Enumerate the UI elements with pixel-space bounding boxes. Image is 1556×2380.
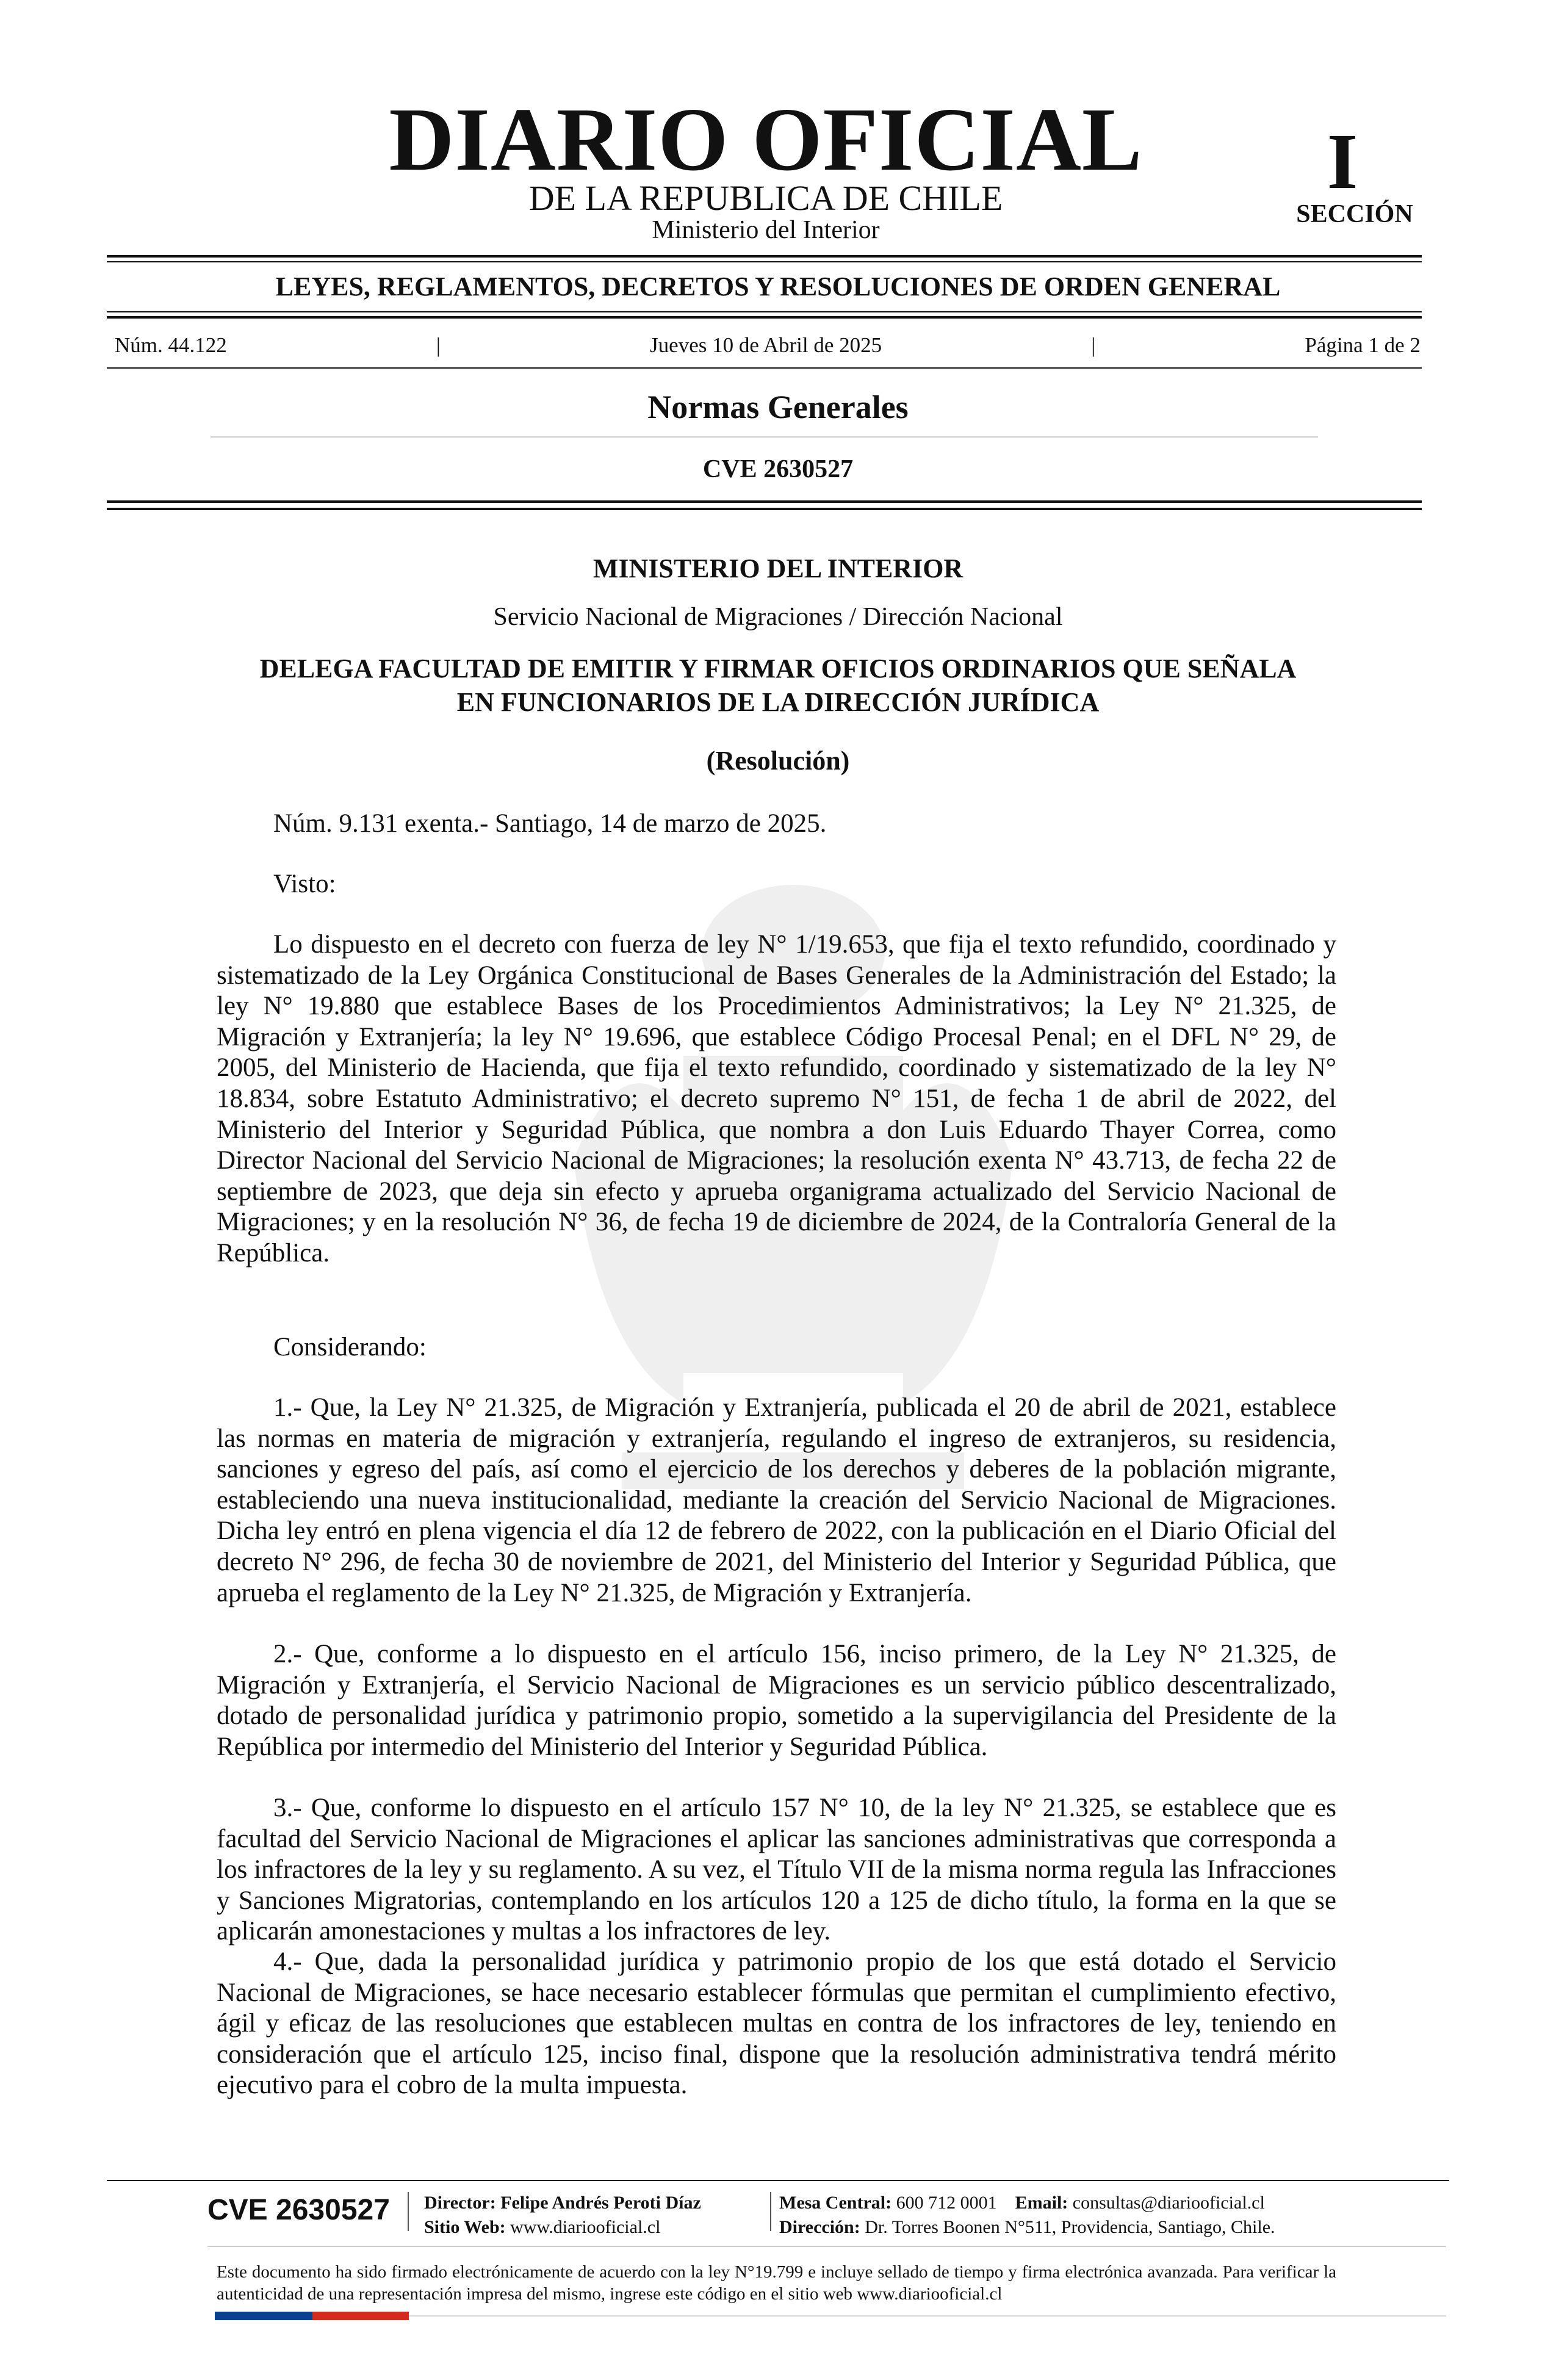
document-ministry: MINISTERIO DEL INTERIOR: [593, 554, 963, 583]
issue-rule: [107, 367, 1422, 369]
document-title-line-1: DELEGA FACULTAD DE EMITIR Y FIRMAR OFICIOS ORDINARIOS QUE SEÑALA: [259, 654, 1297, 683]
footer-cve: CVE 2630527: [207, 2194, 390, 2226]
considerando-3: 3.- Que, conforme lo dispuesto en el artículo 157 N° 10, de la ley N° 21.325, se establece que es facultad del Servicio Nacional de Migraciones el aplicar las sanciones administrativas que corresponda a los infractores de la ley y su reglamento. A su vez, el Título VII de la misma norma regula las Infracciones y Sanciones Migratorias, contemplando en los artículos 120 a 125 de dicho título, la forma en la que se aplicarán amonestaciones y multas a los infractores de ley.: [217, 1794, 1336, 1946]
document-title-line-2: EN FUNCIONARIOS DE LA DIRECCIÓN JURÍDICA: [456, 687, 1100, 717]
masthead-rule-top-thin: [107, 261, 1422, 262]
footer-phone-label: Mesa Central:: [779, 2193, 892, 2213]
footer-rule: [107, 2180, 1449, 2181]
section-label: SECCIÓN: [1296, 200, 1413, 228]
category-heading: LEYES, REGLAMENTOS, DECRETOS Y RESOLUCIONES DE ORDEN GENERAL: [275, 272, 1281, 301]
footer-flag-line: [409, 2315, 1446, 2317]
footer-site-label: Sitio Web:: [424, 2217, 506, 2237]
footer-phone-value: 600 712 0001: [896, 2193, 997, 2213]
document-type: (Resolución): [706, 746, 850, 776]
considerando-1: 1.- Que, la Ley N° 21.325, de Migración y Extranjería, publicada el 20 de abril de 2021, establece las normas en materia de migración y extranjería, regulando el ingreso de extranjeros, su residencia, sanciones y egreso del país, así como el ejercicio de los derechos y deberes de la población migrante, estableciendo una nueva institucionalidad, mediante la creación del Servicio Nacional de Migraciones. Dicha ley entró en plena vigencia el día 12 de febrero de 2022, con la publicación en el Diario Oficial del decreto N° 296, de fecha 30 de noviembre de 2021, del Ministerio del Interior y Seguridad Pública, que aprueba el reglamento de la Ley N° 21.325, de Migración y Extranjería.: [217, 1393, 1336, 1607]
category-rule-thin: [107, 311, 1422, 312]
footer-address-value: Dr. Torres Boonen N°511, Providencia, Santiago, Chile.: [865, 2217, 1275, 2237]
footer-flag-blue: [215, 2312, 312, 2320]
footer-director-block: [424, 2191, 701, 2240]
footer-notice: Este documento ha sido firmado electrónicamente de acuerdo con la ley N°19.799 e incluye sellado de tiempo y firma electrónica avanzada. Para verificar la autenticidad de una representación impresa del mismo, ingrese este código en el sitio web www.diariooficial.cl: [217, 2262, 1336, 2304]
section-title-underline: [211, 436, 1318, 438]
issue-separator-2: |: [1091, 333, 1096, 357]
footer-separator-1: [408, 2192, 409, 2231]
considerando-label: Considerando:: [273, 1333, 427, 1361]
cve-rule-2: [107, 508, 1422, 510]
footer-separator-2: [770, 2192, 771, 2231]
considerando-4: 4.- Que, dada la personalidad jurídica y patrimonio propio de los que está dotado el Servicio Nacional de Migraciones, se hace necesario establecer fórmulas que permitan el cumplimiento efectivo, ágil y eficaz de las resoluciones que establecen multas en contra de los infractores de ley, teniendo en consideración que el artículo 125, inciso final, dispone que la resolución administrativa tendrá mérito ejecutivo para el cobro de la multa impuesta.: [217, 1947, 1336, 2100]
masthead-subtitle: DE LA REPUBLICA DE CHILE: [528, 178, 1003, 218]
section-title: Normas Generales: [647, 389, 909, 425]
footer-email-label: Email:: [1015, 2193, 1068, 2213]
issue-separator-1: |: [436, 333, 441, 357]
section-roman-numeral: I: [1327, 118, 1358, 206]
footer-email-link[interactable]: consultas@diariooficial.cl: [1072, 2193, 1265, 2213]
footer-flag-red: [312, 2312, 409, 2320]
footer-address-label: Dirección:: [779, 2217, 860, 2237]
resolution-number-line: Núm. 9.131 exenta.- Santiago, 14 de marzo de 2025.: [273, 809, 827, 838]
cve-header: CVE 2630527: [702, 455, 854, 483]
issue-page: Página 1 de 2: [1305, 333, 1421, 357]
footer-site-link[interactable]: www.diariooficial.cl: [510, 2217, 661, 2237]
document-service: Servicio Nacional de Migraciones / Dirección Nacional: [493, 603, 1063, 631]
masthead-title: DIARIO OFICIAL: [389, 90, 1143, 190]
issue-number: Núm. 44.122: [115, 333, 227, 357]
footer-director-label: Director:: [424, 2193, 496, 2213]
document-title: [183, 652, 1373, 719]
visto-paragraph: Lo dispuesto en el decreto con fuerza de ley N° 1/19.653, que fija el texto refundido, coordinado y sistematizado de la Ley Orgánica Constitucional de Bases Generales de la Administración del Estado; la ley N° 19.880 que establece Bases de los Procedimientos Administrativos; la Ley N° 21.325, de Migración y Extranjería; la ley N° 19.696, que establece Código Procesal Penal; en el DFL N° 29, de 2005, del Ministerio de Hacienda, que fija el texto refundido, coordinado y sistematizado de la ley N° 18.834, sobre Estatuto Administrativo; el decreto supremo N° 151, de fecha 1 de abril de 2022, del Ministerio del Interior y Seguridad Pública, que nombra a don Luis Eduardo Thayer Correa, como Director Nacional del Servicio Nacional de Migraciones; la resolución exenta N° 43.713, de fecha 22 de septiembre de 2023, que deja sin efecto y aprueba organigrama actualizado del Servicio Nacional de Migraciones; y en la resolución N° 36, de fecha 19 de diciembre de 2024, de la Contraloría General de la República.: [217, 930, 1336, 1268]
footer-contact-block: [779, 2191, 1275, 2240]
considerando-2: 2.- Que, conforme a lo dispuesto en el artículo 156, inciso primero, de la Ley N° 21.325, de Migración y Extranjería, el Servicio Nacional de Migraciones es un servicio público descentralizado, dotado de personalidad jurídica y patrimonio propio, sometido a la supervigilancia del Presidente de la República por intermedio del Ministerio del Interior y Seguridad Pública.: [217, 1640, 1336, 1761]
masthead-rule-top: [107, 255, 1422, 258]
visto-label: Visto:: [273, 870, 336, 898]
category-rule: [107, 316, 1422, 319]
footer-notice-rule: [207, 2246, 1446, 2247]
issue-date: Jueves 10 de Abril de 2025: [650, 333, 882, 357]
issue-info-row: [115, 334, 1421, 356]
masthead-ministry: Ministerio del Interior: [652, 216, 880, 244]
cve-rule-1: [107, 500, 1422, 503]
footer-director-value: Felipe Andrés Peroti Díaz: [500, 2193, 701, 2213]
